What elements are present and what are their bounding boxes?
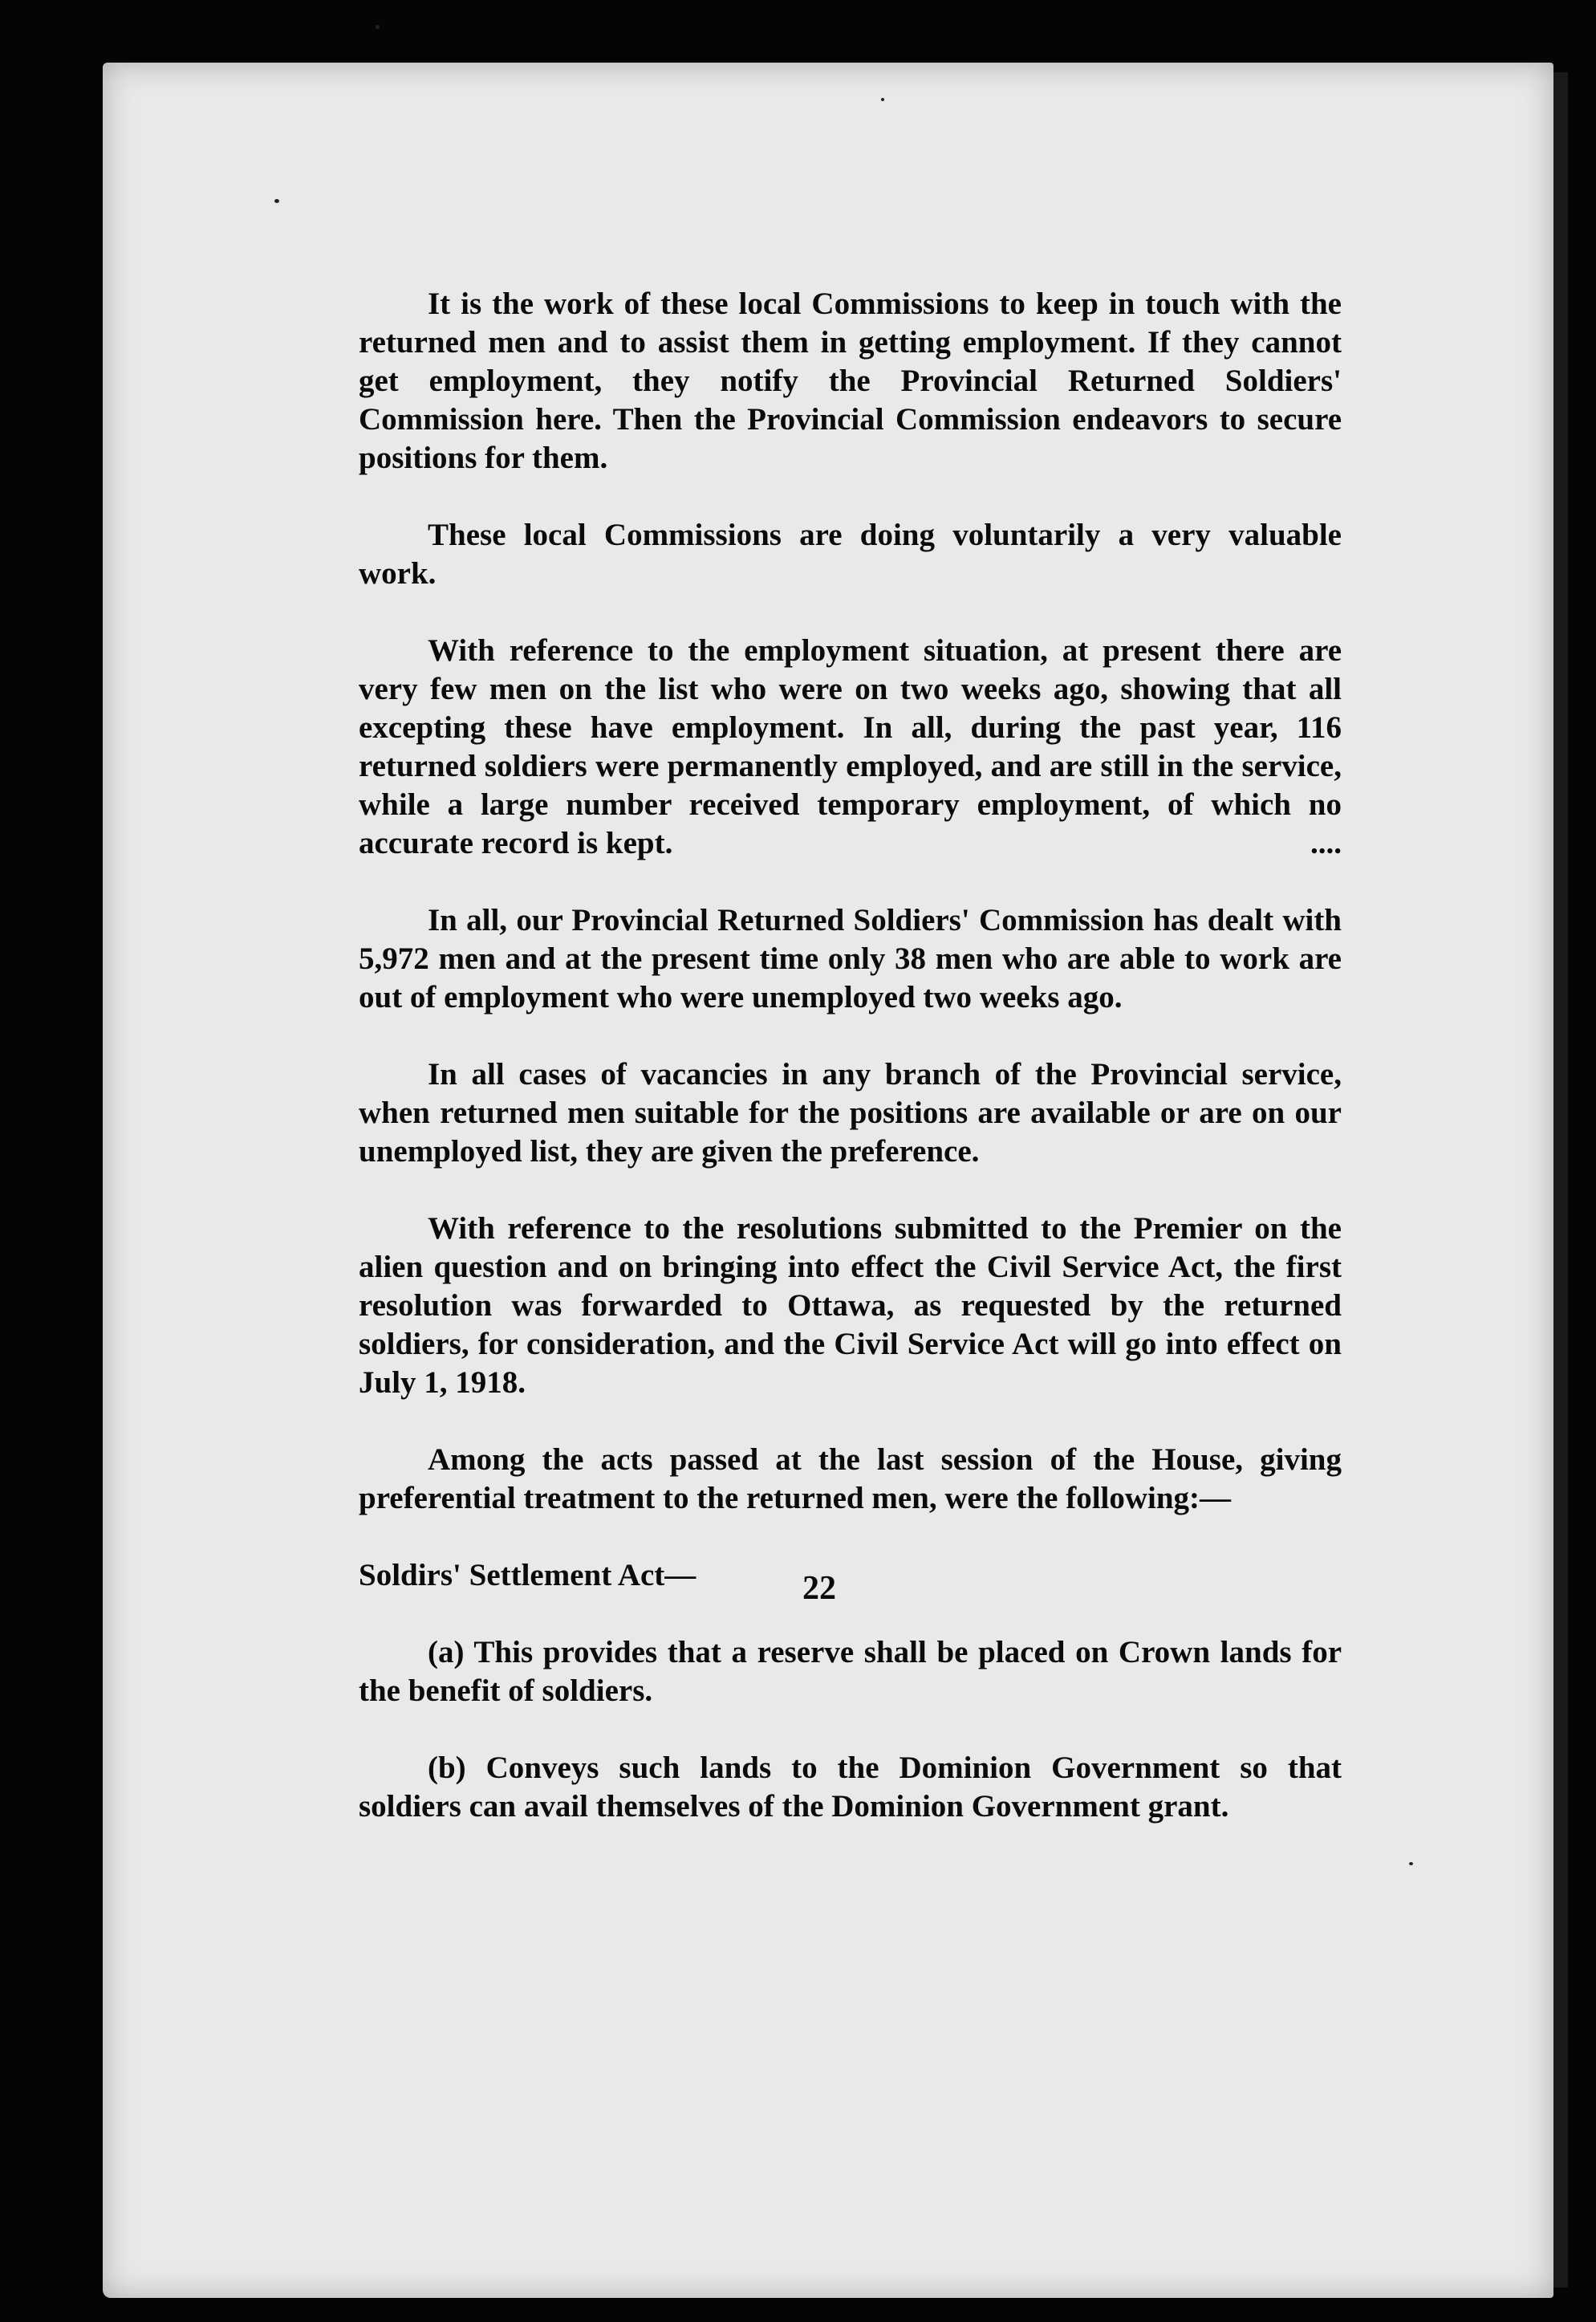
paragraph-local-commissions-work: It is the work of these local Commissions to keep in touch with the returned men and to assist them in getting employment. If they cannot get employment, they notify the Provincial Returned Soldiers' Commission here. Then the Provincial Commission endeavors to secure positions for them. bbox=[359, 287, 1342, 475]
scan-speck bbox=[376, 25, 380, 29]
scan-speck bbox=[274, 199, 279, 203]
scan-speck bbox=[881, 98, 884, 101]
paragraph-employment-situation: With reference to the employment situation, at present there are very few men on the list who were on two weeks ago, showing that all excepting these have employment. In all, during the past year, 116 returned soldiers were permanently employed, and are still in the service, while a large number received temporary employment, of which no accurate record is kept. bbox=[359, 633, 1342, 860]
page-edge bbox=[1553, 72, 1568, 2287]
list-item-a: (a) This provides that a reserve shall be placed on Crown lands for the benefit of soldiers. bbox=[359, 1635, 1342, 1708]
paragraph-voluntary-work: These local Commissions are doing voluntarily a very valuable work. bbox=[359, 518, 1342, 591]
section-heading-settlement-act: Soldirs' Settlement Act— bbox=[359, 1558, 696, 1592]
paragraph-acts-passed: Among the acts passed at the last session of the House, giving preferential treatment to the returned men, were the following:— bbox=[359, 1442, 1342, 1515]
list-item-b: (b) Conveys such lands to the Dominion Government so that soldiers can avail themselves of the Dominion Government grant. bbox=[359, 1751, 1342, 1824]
paragraph-commission-statistics: In all, our Provincial Returned Soldiers' Commission has dealt with 5,972 men and at the present time only 38 men who are able to work are out of employment who were unemployed two weeks ago. bbox=[359, 903, 1342, 1015]
page-number: 22 bbox=[802, 1570, 836, 1607]
scan-speck bbox=[1409, 1862, 1413, 1865]
paragraph-resolutions: With reference to the resolutions submitted to the Premier on the alien question and on bringing into effect the Civil Service Act, the first resolution was forwarded to Ottawa, as requested by the returned soldiers, for consideration, and the Civil Service Act will go into effect on July 1, 1918. bbox=[359, 1211, 1342, 1400]
trailing-dots: .... bbox=[1310, 826, 1342, 860]
paragraph-vacancies: In all cases of vacancies in any branch of the Provincial service, when returned men suitable for the positions are available or are on our unemployed list, they are given the preference. bbox=[359, 1057, 1342, 1169]
